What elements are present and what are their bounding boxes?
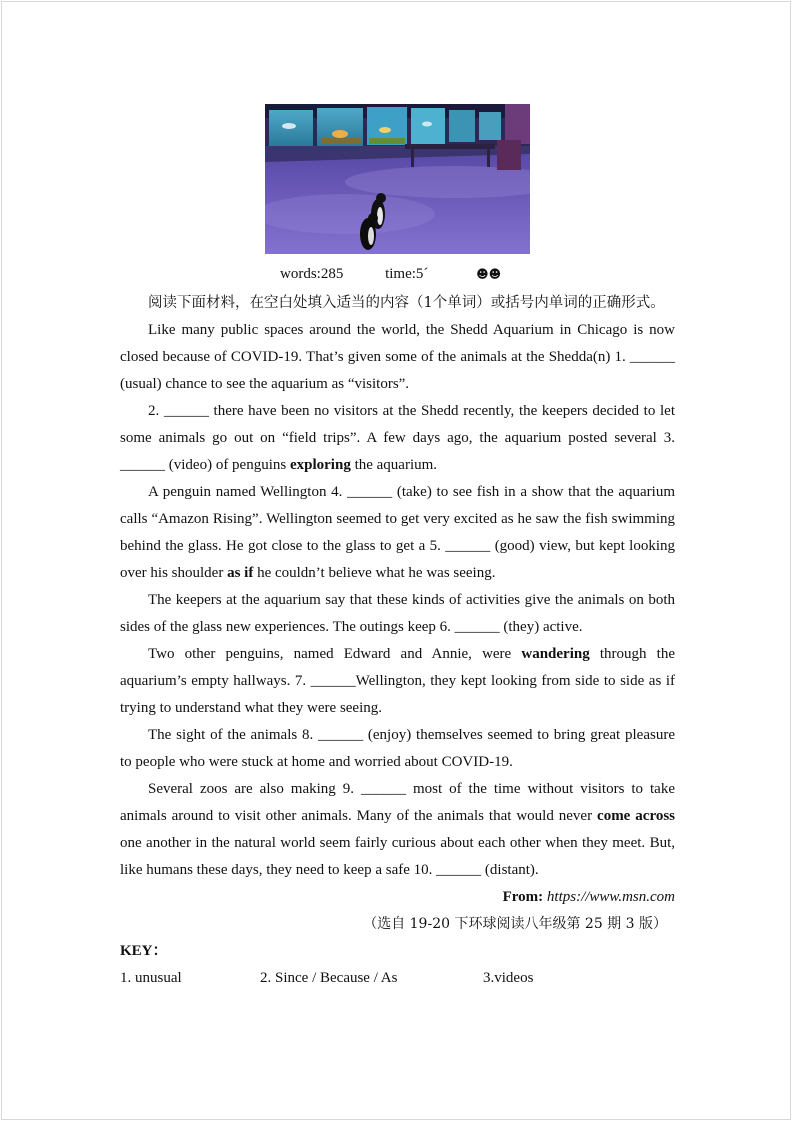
aquarium-penguin-photo <box>265 104 530 254</box>
bold-phrase: exploring <box>289 457 351 473</box>
source-url: https://www.msn.com <box>543 889 675 905</box>
from-label: From: <box>502 889 544 905</box>
paragraph-text: he couldn’t believe what he was seeing. <box>253 565 496 581</box>
passage-paragraphs <box>120 317 675 884</box>
passage-paragraph <box>120 317 675 398</box>
answer-item: 2. Since / Because / As <box>260 970 398 986</box>
passage-paragraph <box>120 722 675 776</box>
passage-paragraph <box>120 641 675 722</box>
source-note: （选自 19-20 下环球阅读八年级第 25 期 3 版） <box>363 916 667 932</box>
answer-item: 3.videos <box>483 970 534 986</box>
bold-phrase: wandering <box>521 646 590 662</box>
paragraph-text: through the aquarium’s empty hallways. 7. ______Wellington, they kept looking from side to side as if trying to understand what they were seeing. <box>120 646 675 716</box>
difficulty-faces-icon: ☻☻ <box>476 267 502 281</box>
paragraph-text: The sight of the animals 8. ______ (enjoy) themselves seemed to bring great pleasure to people who were stuck at home and worried about COVID-19. <box>120 727 675 770</box>
reading-time: time:5´ <box>385 266 429 282</box>
bold-phrase: as if <box>227 565 254 581</box>
paragraph-text: Like many public spaces around the world, the Shedd Aquarium in Chicago is now closed because of COVID-19. That’s given some of the animals at the Shedda(n) 1. ______ (usual) chance to see the aquarium as “visitors”. <box>120 322 675 392</box>
passage-paragraph <box>120 479 675 587</box>
key-title: KEY： <box>120 943 168 959</box>
paragraph-text: one another in the natural world seem fairly curious about each other when they meet. But, like humans these days, they need to keep a safe 10. ______ (distant). <box>120 835 675 878</box>
paragraph-text: The keepers at the aquarium say that these kinds of activities give the animals on both sides of the glass new experiences. The outings keep 6. ______ (they) active. <box>120 592 675 635</box>
paragraph-text: the aquarium. <box>350 457 438 473</box>
reading-meta <box>280 266 501 283</box>
paragraph-text: 2. ______ there have been no visitors at the Shedd recently, the keepers decided to let some animals go out on “field trips”. A few days ago, the aquarium posted several 3. ______ (video) of penguins <box>120 403 675 473</box>
paragraph-text: Several zoos are also making 9. ______ most of the time without visitors to take animals around to visit other animals. Many of the animals that would never <box>120 781 675 824</box>
passage-paragraph <box>120 587 675 641</box>
paragraph-text: A penguin named Wellington 4. ______ (take) to see fish in a show that the aquarium calls “Amazon Rising”. Wellington seemed to get very excited as he saw the fish swimming behind the glass. He got close to the glass to get a 5. ______ (good) view, but kept looking over his shoulder <box>120 484 675 581</box>
paragraph-text: Two other penguins, named Edward and Annie, were <box>148 646 522 662</box>
answer-list <box>120 965 675 992</box>
passage-paragraph <box>120 776 675 884</box>
passage <box>120 290 675 992</box>
word-count: words:285 <box>280 266 344 282</box>
bold-phrase: come across <box>597 808 675 824</box>
answer-item: 1. unusual <box>120 970 182 986</box>
passage-paragraph <box>120 398 675 479</box>
instructions: 阅读下面材料，在空白处填入适当的内容（1个单词）或括号内单词的正确形式。 <box>148 295 665 311</box>
source-line <box>120 884 675 911</box>
